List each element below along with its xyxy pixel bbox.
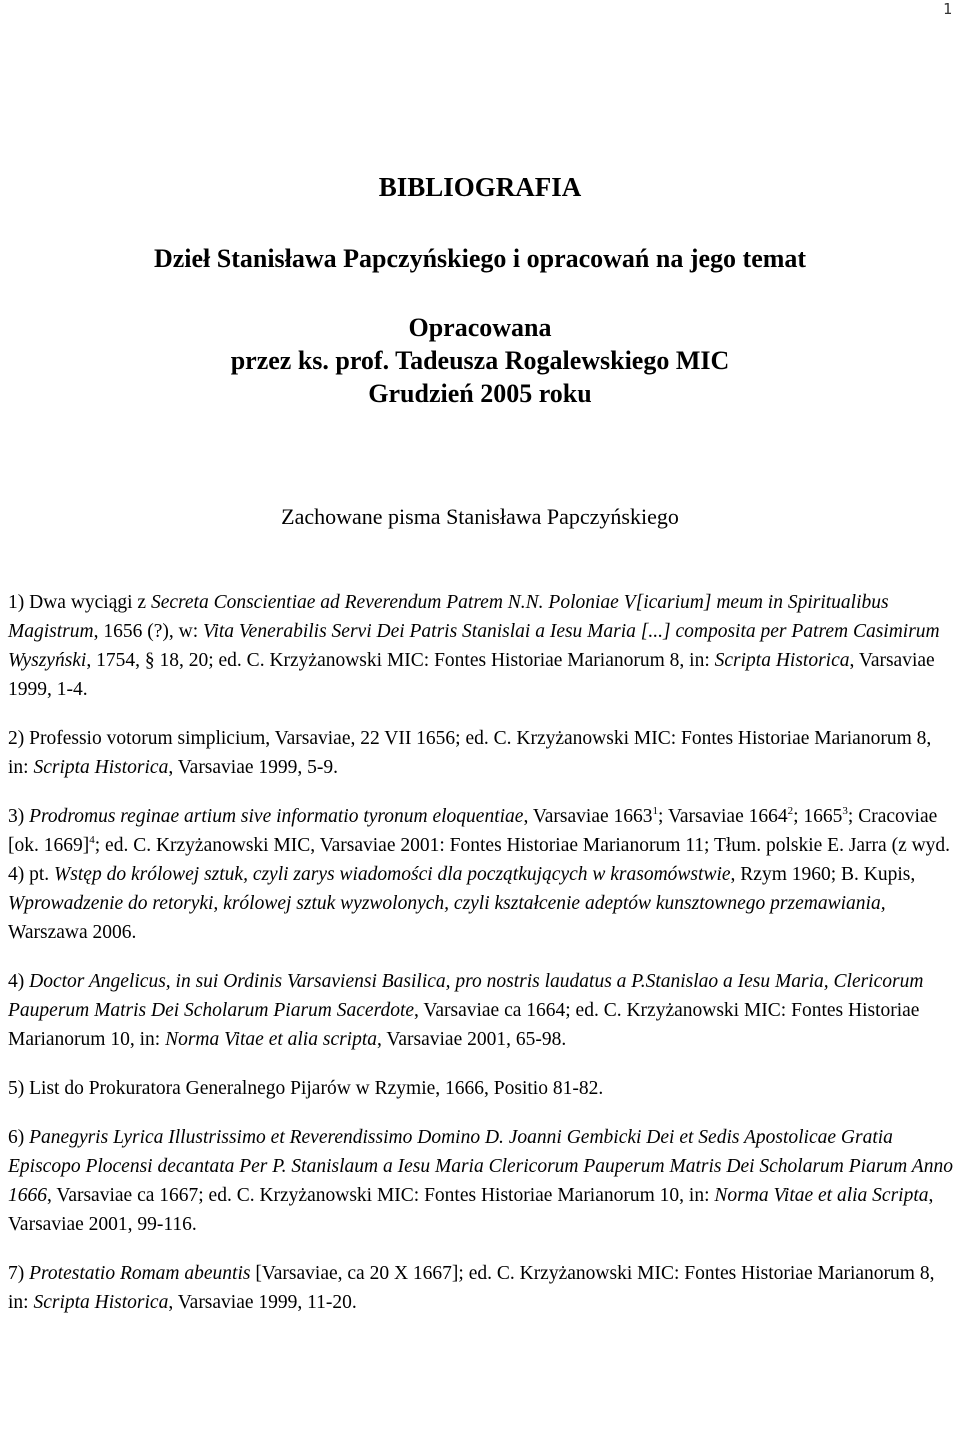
entry-text: ; Varsaviae 1664	[658, 806, 788, 827]
bibliography-entry	[8, 1074, 954, 1103]
entry-title-italic: Vita Venerabilis Servi Dei Patris Stanislai a Iesu Maria [...] composita per Patrem Casimirum Wyszyński	[8, 621, 940, 671]
entry-text: 3)	[8, 806, 30, 827]
author-line-2: przez ks. prof. Tadeusza Rogalewskiego MIC	[230, 346, 730, 375]
entry-text: ; 1665	[793, 806, 843, 827]
edition-superscript: 2	[787, 804, 794, 817]
bibliography-list	[8, 588, 954, 1337]
entry-title-italic: Prodromus reginae artium sive informatio tyronum eloquentiae	[29, 806, 524, 827]
entry-text: 5) List do Prokuratora Generalnego Pijarów w Rzymie, 1666, Positio 81-82.	[8, 1078, 604, 1099]
bibliography-entry	[8, 588, 954, 704]
entry-text: , Varsaviae ca 1667; ed. C. Krzyżanowski MIC: Fontes Historiae Marianorum 10, in:	[47, 1185, 715, 1206]
entry-title-italic: Doctor Angelicus, in sui Ordinis Varsaviensi Basilica, pro nostris laudatus a P.Stanislao a Iesu Maria, Clericorum Pauperum Matris Dei Scholarum Piarum Sacerdote	[8, 971, 924, 1021]
entry-text: , Varsaviae ca 1664; ed. C. Krzyżanowski MIC: Fontes Historiae Marianorum 10, in:	[8, 1000, 920, 1050]
entry-text: 1) Dwa wyciągi z	[8, 592, 151, 613]
entry-text: , Varsaviae 2001, 65-98.	[377, 1029, 567, 1050]
author-line-1: Opracowana	[408, 313, 552, 342]
entry-text: , Varsaviae 2001, 99-116.	[8, 1185, 934, 1235]
entry-title-italic: Scripta Historica	[714, 650, 850, 671]
section-heading: Zachowane pisma Stanisława Papczyńskiego	[281, 504, 679, 529]
entry-title-italic: Wprowadzenie do retoryki, królowej sztuk wyzwolonych, czyli kształcenie adeptów kunsztownego przemawiania,	[8, 893, 886, 914]
bibliography-entry	[8, 967, 954, 1054]
entry-title-italic: Wstęp do królowej sztuk, czyli zarys wiadomości dla początkujących w krasomówstwie	[54, 864, 731, 885]
entry-title-italic: Protestatio Romam abeuntis	[29, 1263, 251, 1284]
edition-superscript: 1	[652, 804, 659, 817]
entry-text: , Varsaviae 1999, 1-4.	[8, 650, 935, 700]
entry-text: , 1754, § 18, 20; ed. C. Krzyżanowski MIC: Fontes Historiae Marianorum 8, in:	[86, 650, 715, 671]
bibliography-entry	[8, 802, 954, 947]
author-block	[0, 311, 960, 410]
entry-text: 2) Professio votorum simplicium, Varsaviae, 22 VII 1656; ed. C. Krzyżanowski MIC: Fontes Historiae Marianorum 8, in:	[8, 728, 932, 778]
edition-superscript: 3	[842, 804, 848, 817]
entry-title-italic: Scripta Historica	[33, 757, 169, 778]
page-number: 1	[942, 0, 952, 18]
entry-text: , Varsaviae 1999, 11-20.	[168, 1292, 357, 1313]
entry-text: ; ed. C. Krzyżanowski MIC, Varsaviae 2001: Fontes Historiae Marianorum 11; Tłum. polskie E. Jarra (z wyd. 4) pt.	[8, 835, 951, 885]
entry-title-italic: Panegyris Lyrica Illustrissimo et Reverendissimo Domino D. Joanni Gembicki Dei et Sedis Apostolicae Gratia Episcopo Plocensi decantata Per P. Stanislaum a Iesu Maria Clericorum Pauperum Matris Dei Scholarum Piarum Anno 1666	[8, 1127, 953, 1206]
entry-text: 4)	[8, 971, 30, 992]
entry-text: , Rzym 1960; B. Kupis,	[730, 864, 916, 885]
entry-text: [Varsaviae, ca 20 X 1667]; ed. C. Krzyżanowski MIC: Fontes Historiae Marianorum 8, in:	[8, 1263, 935, 1313]
entry-text: Warszawa 2006.	[8, 922, 137, 943]
entry-text: , Varsaviae 1663	[523, 806, 653, 827]
document-subtitle: Dzieł Stanisława Papczyńskiego i opracowań na jego temat	[153, 244, 807, 273]
entry-text: , 1656 (?), w:	[93, 621, 203, 642]
entry-title-italic: Secreta Conscientiae ad Reverendum Patrem N.N. Poloniae V[icarium] meum in Spiritualibus Magistrum	[8, 592, 889, 642]
entry-text: 6)	[8, 1127, 30, 1148]
entry-text: 7)	[8, 1263, 30, 1284]
document-title: BIBLIOGRAFIA	[378, 172, 582, 202]
entry-text: , Varsaviae 1999, 5-9.	[168, 757, 339, 778]
author-line-3: Grudzień 2005 roku	[368, 379, 592, 408]
entry-text: ; Cracoviae [ok. 1669]	[8, 806, 938, 856]
entry-title-italic: Scripta Historica	[33, 1292, 169, 1313]
bibliography-entry	[8, 724, 954, 782]
bibliography-entry	[8, 1123, 954, 1239]
entry-title-italic: Norma Vitae et alia scripta	[165, 1029, 378, 1050]
bibliography-entry	[8, 1259, 954, 1317]
edition-superscript: 4	[89, 833, 95, 846]
entry-title-italic: Norma Vitae et alia Scripta	[714, 1185, 929, 1206]
